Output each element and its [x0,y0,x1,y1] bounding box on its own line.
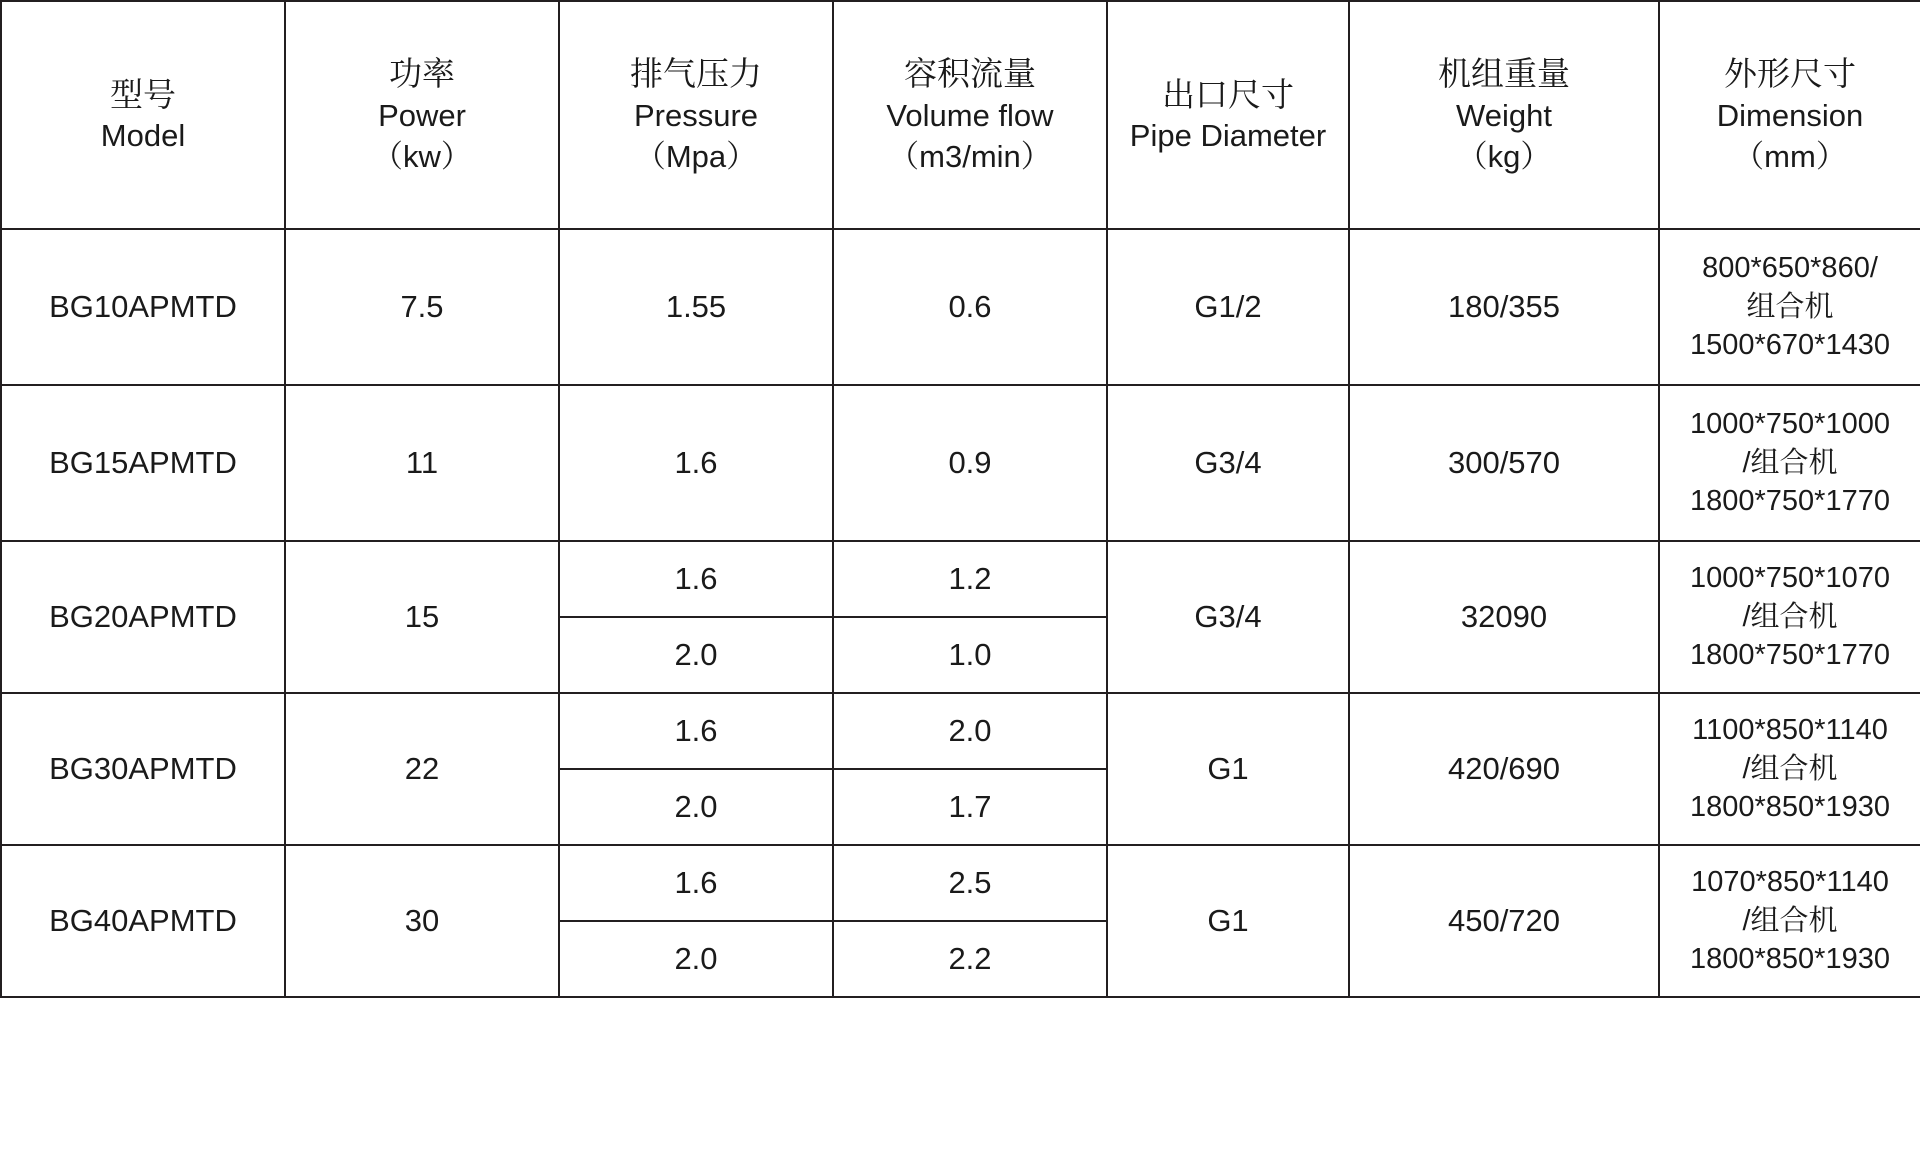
column-header-pressure: 排气压力 Pressure （Mpa） [559,1,833,229]
cell-weight: 32090 [1349,541,1659,693]
cell-volume-flow: 1.2 [833,541,1107,617]
cell-dimension: 1000*750*1000 /组合机 1800*750*1770 [1659,385,1920,541]
cell-pipe-diameter: G3/4 [1107,385,1349,541]
table-row [1,385,1920,541]
cell-weight: 300/570 [1349,385,1659,541]
table-row [1,845,1920,921]
cell-pressure: 1.6 [559,693,833,769]
table-row [1,229,1920,385]
cell-model: BG30APMTD [1,693,285,845]
table-row [1,541,1920,617]
cell-model: BG10APMTD [1,229,285,385]
table-header [1,1,1920,229]
cell-volume-flow: 1.0 [833,617,1107,693]
cell-pipe-diameter: G1 [1107,693,1349,845]
column-header-weight: 机组重量 Weight （kg） [1349,1,1659,229]
cell-power: 7.5 [285,229,559,385]
cell-dimension: 1000*750*1070 /组合机 1800*750*1770 [1659,541,1920,693]
cell-volume-flow: 2.2 [833,921,1107,997]
cell-model: BG40APMTD [1,845,285,997]
column-header-pipe-diameter: 出口尺寸 Pipe Diameter [1107,1,1349,229]
cell-pressure: 1.6 [559,845,833,921]
cell-pipe-diameter: G1 [1107,845,1349,997]
cell-weight: 450/720 [1349,845,1659,997]
cell-pressure: 1.6 [559,541,833,617]
cell-pressure: 2.0 [559,921,833,997]
cell-pressure: 1.55 [559,229,833,385]
cell-weight: 420/690 [1349,693,1659,845]
column-header-volume-flow: 容积流量 Volume flow （m3/min） [833,1,1107,229]
cell-pressure: 2.0 [559,769,833,845]
cell-power: 15 [285,541,559,693]
cell-pipe-diameter: G1/2 [1107,229,1349,385]
column-header-model: 型号 Model [1,1,285,229]
cell-pipe-diameter: G3/4 [1107,541,1349,693]
cell-dimension: 1100*850*1140 /组合机 1800*850*1930 [1659,693,1920,845]
cell-dimension: 1070*850*1140 /组合机 1800*850*1930 [1659,845,1920,997]
table-body [1,229,1920,997]
cell-power: 22 [285,693,559,845]
cell-dimension: 800*650*860/ 组合机 1500*670*1430 [1659,229,1920,385]
cell-volume-flow: 0.6 [833,229,1107,385]
cell-power: 11 [285,385,559,541]
cell-pressure: 1.6 [559,385,833,541]
column-header-dimension: 外形尺寸 Dimension （mm） [1659,1,1920,229]
table-row [1,693,1920,769]
cell-volume-flow: 2.0 [833,693,1107,769]
cell-volume-flow: 0.9 [833,385,1107,541]
cell-pressure: 2.0 [559,617,833,693]
cell-volume-flow: 1.7 [833,769,1107,845]
cell-weight: 180/355 [1349,229,1659,385]
cell-model: BG20APMTD [1,541,285,693]
cell-volume-flow: 2.5 [833,845,1107,921]
column-header-power: 功率 Power （kw） [285,1,559,229]
table-header-row [1,1,1920,229]
cell-power: 30 [285,845,559,997]
cell-model: BG15APMTD [1,385,285,541]
